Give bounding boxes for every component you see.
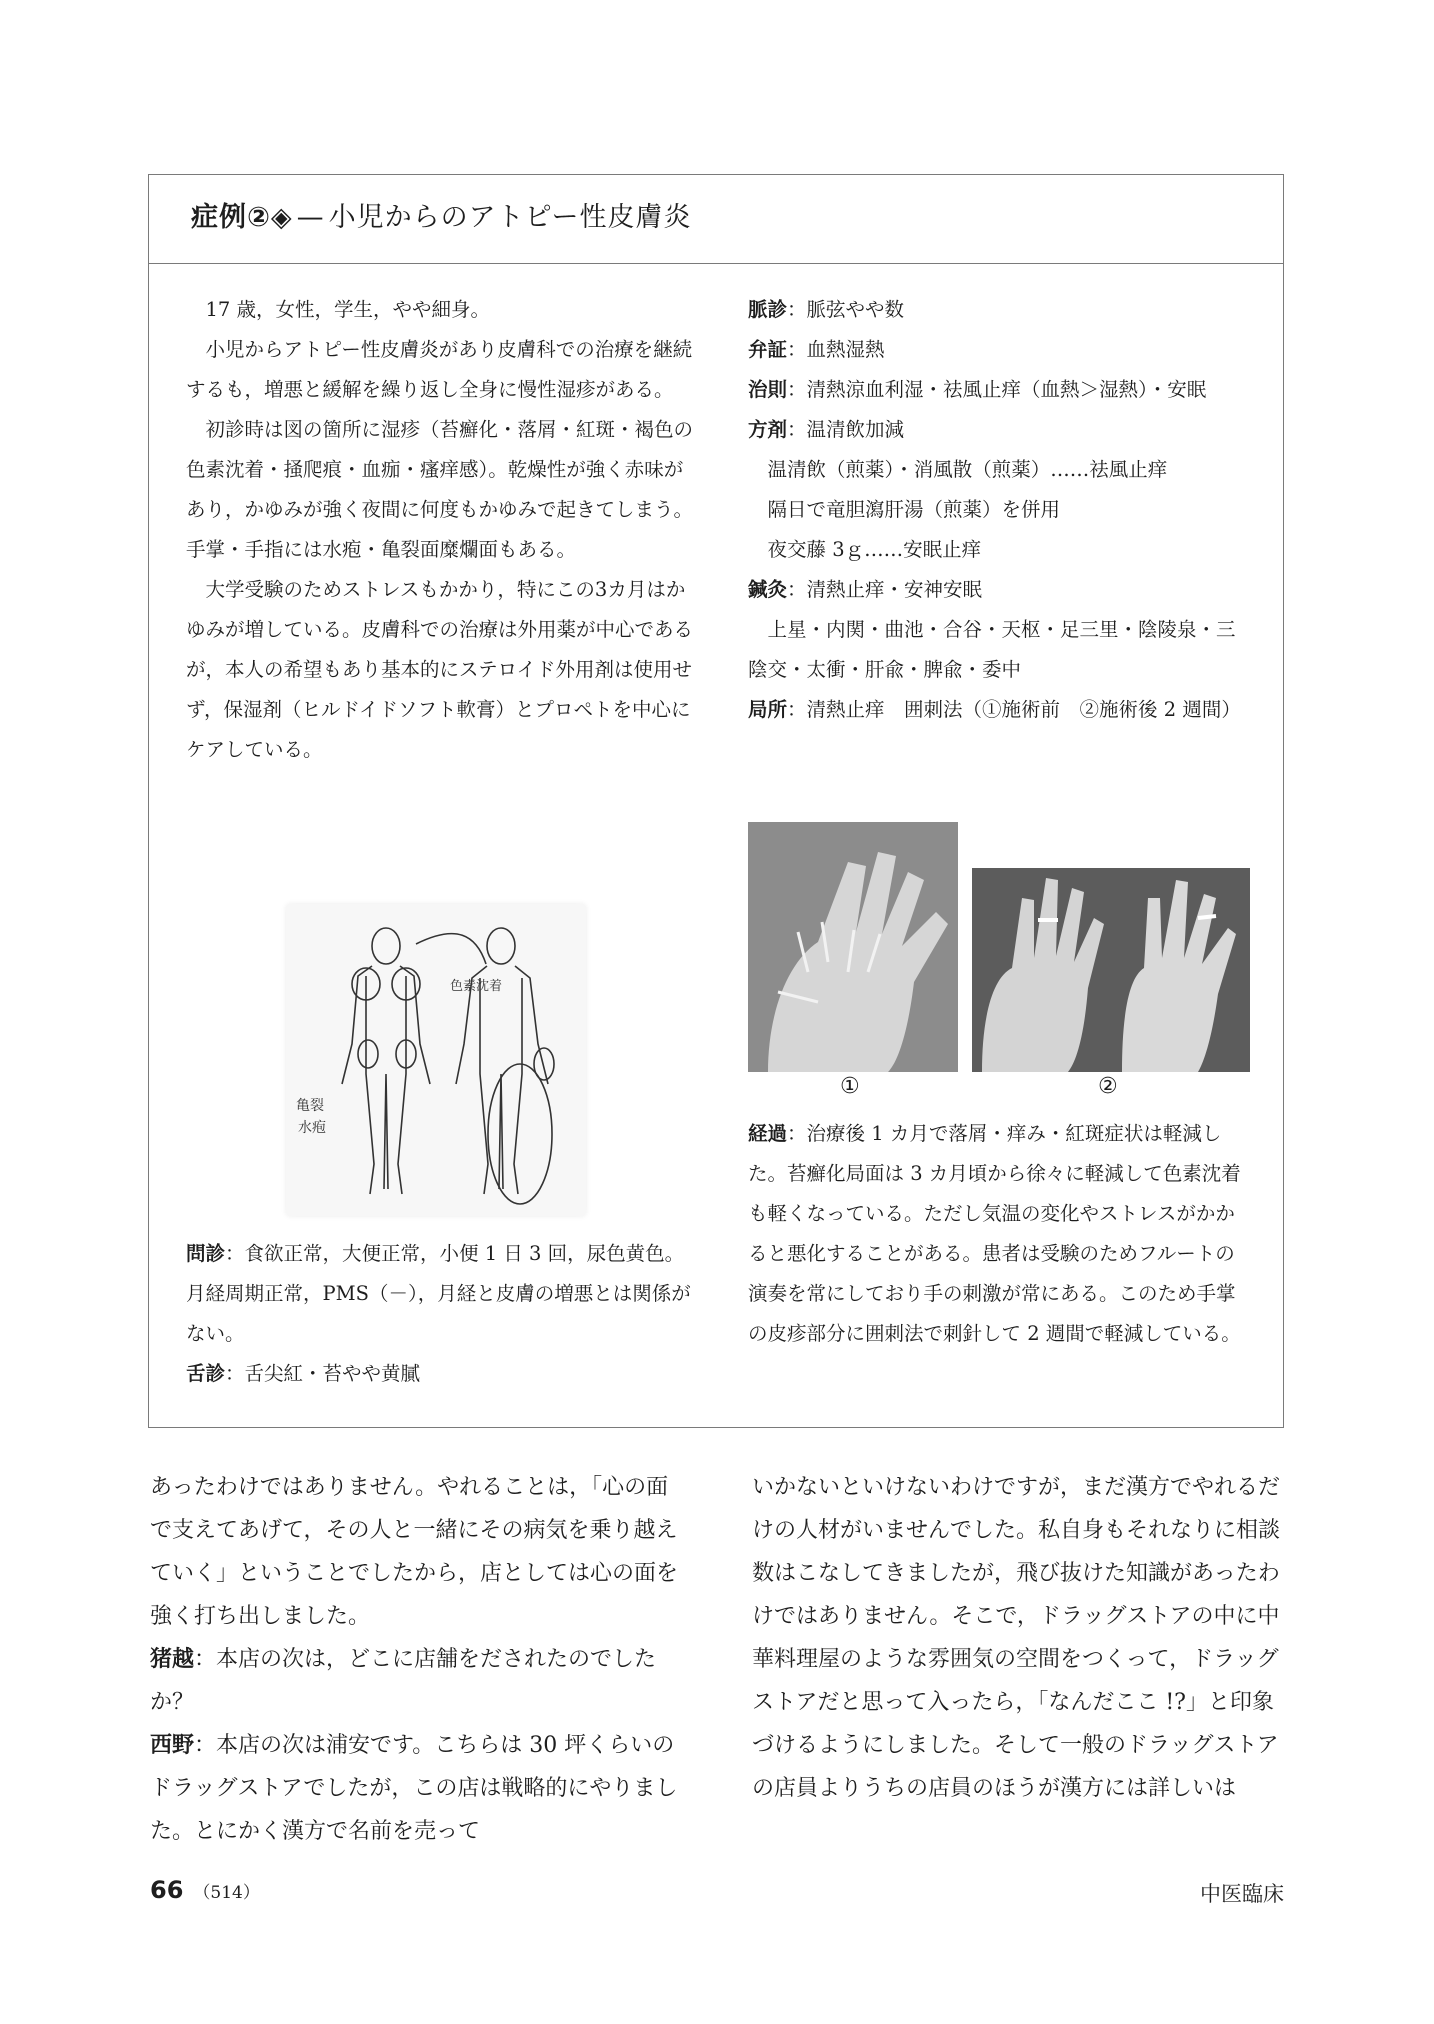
title-dash: — <box>296 202 325 233</box>
zetsushin-line <box>186 1354 694 1394</box>
myakushin-line <box>748 290 1248 330</box>
body-paragraph: あったわけではありません。やれることは，「心の面で支えてあげて，その人と一緒にその病気を乗り越えていく」ということでしたから，店としては心の面を強く打ち出しました。 <box>150 1475 679 1629</box>
body-left-column <box>150 1466 690 1853</box>
case-qa <box>186 1234 694 1394</box>
diamond-icon: ◈ <box>270 202 293 233</box>
hozai-sub: 隔日で竜胆瀉肝湯（煎薬）を併用 <box>767 498 1061 521</box>
speaker-name: 猪越 <box>150 1647 195 1672</box>
dialogue-line <box>150 1638 690 1724</box>
case-number: 症例② <box>191 202 271 233</box>
hozai-label: 方剤 <box>748 418 788 441</box>
page-number: 66 <box>150 1876 184 1904</box>
speaker-name: 西野 <box>150 1733 195 1758</box>
case-left-column <box>186 290 694 770</box>
zetsushin-text: ：舌尖紅・苔やや黄膩 <box>225 1362 421 1385</box>
keika-text: ：治療後 1 カ月で落屑・痒み・紅斑症状は軽減した。苔癬化局面は 3 カ月頃から徐々に軽減して色素沈着も軽くなっている。ただし気温の変化やストレスがかかると悪化することがある。患者は受験のためフルートの演奏を常にしており手の刺激が常にある。このため手掌の皮疹部分に囲刺法で刺針して 2 週間で軽減している。 <box>748 1122 1241 1345</box>
keika-block <box>748 1114 1248 1354</box>
case-paragraph: 17 歳，女性，学生，やや細身。 <box>205 298 491 321</box>
kyokusho-label: 局所 <box>748 698 788 721</box>
case-paragraph: 初診時は図の箇所に湿疹（苔癬化・落屑・紅斑・褐色の色素沈着・掻爬痕・血痂・瘙痒感）。乾燥性が強く赤味があり，かゆみが強く夜間に何度もかゆみで起きてしまう。手掌・手指には水疱・亀裂面糜爛面もある。 <box>186 418 694 561</box>
kyokusho-text: ：清熱止痒 囲刺法（①施術前 ②施術後 2 週間） <box>787 698 1241 721</box>
case-paragraph: 小児からアトピー性皮膚炎があり皮膚科での治療を継続するも，増悪と緩解を繰り返し全身に慢性湿疹がある。 <box>186 338 693 401</box>
body-right-column <box>752 1466 1292 1810</box>
hand-photo-2 <box>972 868 1250 1072</box>
photo-caption-1: ① <box>840 1074 860 1099</box>
hozai-line <box>748 410 1248 450</box>
chisoku-line <box>748 370 1248 410</box>
monshin-label: 問診 <box>186 1242 226 1265</box>
myakushin-text: ：脈弦やや数 <box>787 298 905 321</box>
bensho-text: ：血熱湿熱 <box>787 338 885 361</box>
dialogue-line <box>150 1724 690 1853</box>
body-diagram-sketch <box>286 904 586 1216</box>
body-diagram <box>286 904 586 1216</box>
chisoku-label: 治則 <box>748 378 788 401</box>
sub-page-number: （514） <box>193 1883 260 1903</box>
shinkyu-label: 鍼灸 <box>748 578 788 601</box>
journal-name: 中医臨床 <box>1200 1882 1284 1906</box>
dialogue-text: ：本店の次は浦安です。こちらは 30 坪くらいのドラッグストアでしたが，この店は戦略的にやりました。とにかく漢方で名前を売って <box>150 1733 678 1844</box>
bensho-label: 弁証 <box>748 338 788 361</box>
keika-label: 経過 <box>748 1122 788 1145</box>
hozai-sub: 夜交藤 3ｇ……安眠止痒 <box>767 538 982 561</box>
case-title <box>191 195 692 234</box>
hozai-sub: 温清飲（煎薬）・消風散（煎薬）……祛風止痒 <box>767 458 1168 481</box>
monshin-text: ：食欲正常，大便正常，小便 1 日 3 回，尿色黄色。月経周期正常，PMS（－），月経と皮膚の増悪とは関係がない。 <box>186 1242 691 1345</box>
photo-caption-2: ② <box>1098 1074 1118 1099</box>
bensho-line <box>748 330 1248 370</box>
kyokusho-line <box>748 690 1248 730</box>
diagram-label-pigment: 色素沈着 <box>450 979 503 994</box>
case-title-text: 小児からのアトピー性皮膚炎 <box>328 202 692 233</box>
diagram-label-blister: 水疱 <box>298 1120 326 1136</box>
case-right-column <box>748 290 1248 730</box>
shinkyu-points: 上星・内関・曲池・合谷・天枢・足三里・陰陵泉・三陰交・太衝・肝兪・脾兪・委中 <box>748 618 1236 681</box>
dialogue-text: ：本店の次は，どこに店舗をだされたのでしたか？ <box>150 1647 657 1715</box>
hand-photo-1 <box>748 822 958 1072</box>
page-folio <box>150 1876 260 1904</box>
myakushin-label: 脈診 <box>748 298 788 321</box>
case-header <box>149 175 1283 264</box>
diagram-label-crack: 亀裂 <box>296 1098 324 1114</box>
keika-line <box>748 1114 1248 1354</box>
photo-after-treatment <box>972 868 1250 1072</box>
shinkyu-text: ：清熱止痒・安神安眠 <box>787 578 983 601</box>
body-paragraph: いかないといけないわけですが，まだ漢方でやれるだけの人材がいませんでした。私自身もそれなりに相談数はこなしてきましたが，飛び抜けた知識があったわけではありません。そこで，ドラッグストアの中に中華料理屋のような雰囲気の空間をつくって，ドラッグストアだと思って入ったら，「なんだここ !?」と印象づけるようにしました。そして一般のドラッグストアの店員よりうちの店員のほうが漢方には詳しいは <box>752 1475 1281 1801</box>
case-paragraph: 大学受験のためストレスもかかり，特にこの3カ月はかゆみが増している。皮膚科での治療は外用薬が中心であるが，本人の希望もあり基本的にステロイド外用剤は使用せず，保湿剤（ヒルドイドソフト軟膏）とプロペトを中心にケアしている。 <box>186 578 694 761</box>
zetsushin-label: 舌診 <box>186 1362 226 1385</box>
shinkyu-line <box>748 570 1248 610</box>
hozai-text: ：温清飲加減 <box>787 418 905 441</box>
photo-before-treatment <box>748 822 958 1072</box>
monshin-line <box>186 1234 694 1354</box>
chisoku-text: ：清熱涼血利湿・祛風止痒（血熱＞湿熱）・安眠 <box>787 378 1207 401</box>
